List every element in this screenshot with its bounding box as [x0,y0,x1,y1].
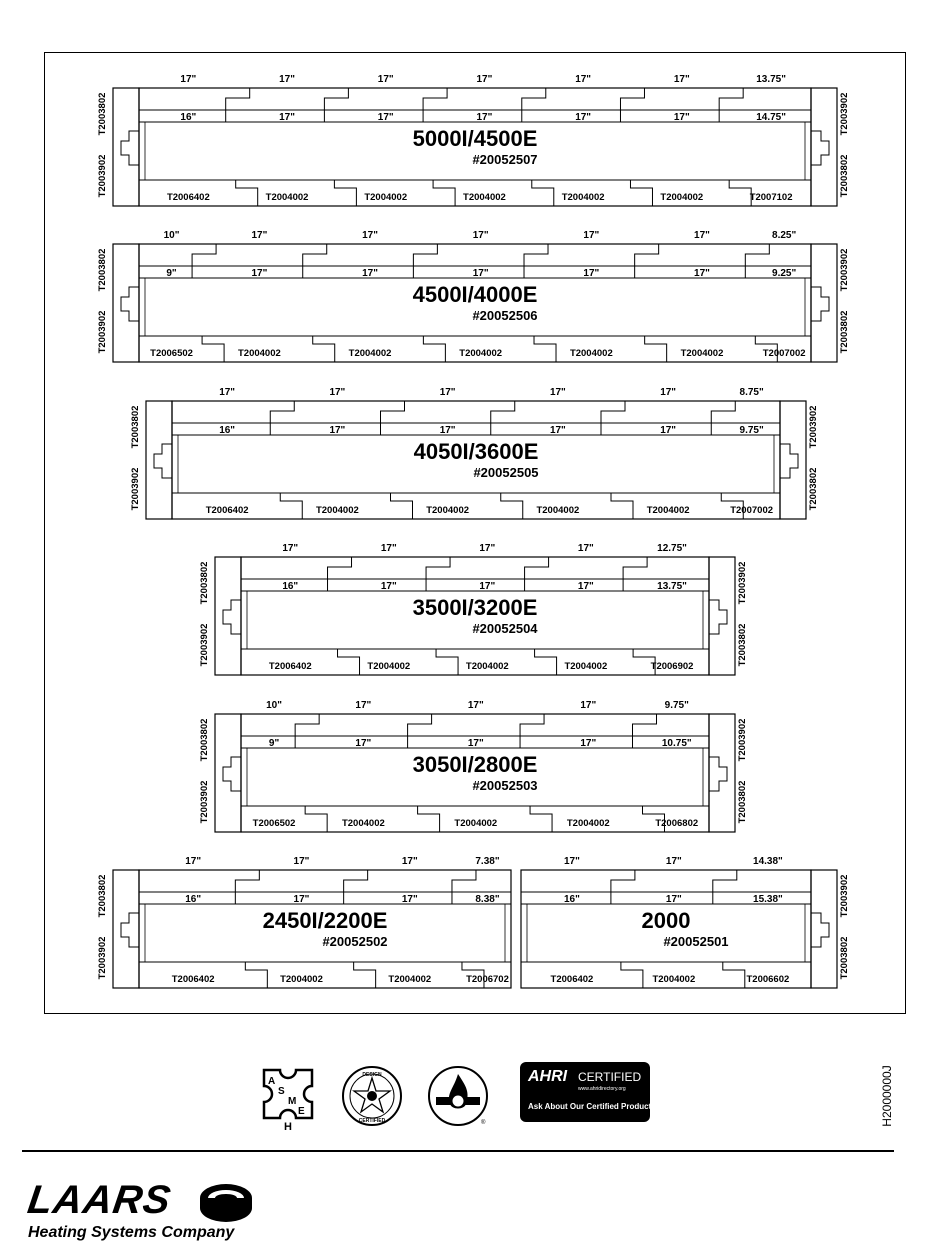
bottom-segment-joint [534,336,556,362]
right-top-part-label: T2003902 [808,405,819,449]
right-joint [811,287,829,321]
bottom-part-label: T2007002 [730,505,774,516]
top-segment-joint [601,401,625,435]
top-outer-dimension: 17" [479,543,496,554]
bottom-part-label: T2004002 [348,348,392,359]
top-segment-joint [525,557,549,591]
top-inner-dimension: 17" [329,425,346,436]
bottom-part-label: T2006402 [166,192,210,203]
bottom-part-label: T2004002 [265,192,309,203]
top-segment-joint [344,870,368,904]
left-bottom-part-label: T2003902 [199,780,210,824]
top-inner-dimension: 9.25" [772,268,797,279]
top-outer-dimension: 7.38" [475,856,500,867]
top-inner-dimension: 17" [251,268,268,279]
asme-stamp-letter: H [284,1121,292,1132]
bottom-segment-joint [530,806,552,832]
left-joint [223,600,241,634]
top-segment-joint [745,244,769,278]
bottom-part-label: T2004002 [426,505,470,516]
top-outer-dimension: 17" [185,856,202,867]
laars-logo [24,1178,258,1248]
bottom-part-label: T2004002 [459,348,503,359]
bottom-segment-joint [532,180,554,206]
top-outer-dimension: 17" [439,387,456,398]
bottom-part-label: T2004002 [660,192,704,203]
top-inner-dimension: 17" [665,894,682,905]
top-outer-dimension: 10" [163,230,180,241]
bottom-part-label: T2006402 [171,974,215,985]
top-inner-dimension: 9.75" [739,425,764,436]
ahri-url: www.ahridirectory.org [578,1086,626,1092]
left-side-panel [146,401,172,519]
top-segment-joint [303,244,327,278]
top-segment-joint [713,870,737,904]
top-inner-dimension: 16" [219,425,236,436]
top-segment-joint [522,88,546,122]
top-segment-joint [426,557,450,591]
bottom-part-label: T2004002 [561,192,605,203]
top-segment-joint [328,557,352,591]
top-inner-dimension: 17" [583,268,600,279]
bottom-part-label: T2004002 [569,348,613,359]
right-bottom-part-label: T2003802 [808,467,819,511]
csa-bottom-text: CERTIFIED [358,1118,386,1124]
bottom-segment-joint [611,493,633,519]
model-title: 5000I/4500E [412,126,538,151]
bottom-part-label: T2004002 [566,818,610,829]
asme-stamp-badge [256,1066,320,1132]
bottom-part-label: T2004002 [465,661,509,672]
top-segment-joint [235,870,259,904]
right-bottom-part-label: T2003802 [737,780,748,824]
bottom-part-label: T2006502 [252,818,296,829]
right-side-panel [811,88,837,206]
bottom-segment-joint [338,649,360,675]
bottom-part-label: T2006802 [655,818,699,829]
top-segment-joint [226,88,250,122]
model-part-number: #20052503 [472,778,538,793]
model-part-number: #20052506 [472,308,538,323]
bottom-segment-joint [621,962,643,988]
top-inner-dimension: 17" [575,112,592,123]
model-part-number: #20052502 [322,934,388,949]
bottom-part-label: T2006402 [550,974,594,985]
top-outer-dimension: 17" [467,700,484,711]
model-part-number: #20052505 [473,465,539,480]
top-inner-dimension: 14.75" [756,112,786,123]
bottom-segment-joint [236,180,258,206]
left-side-panel [113,870,139,988]
left-joint [121,287,139,321]
left-top-part-label: T2003802 [130,405,141,449]
top-outer-dimension: 17" [660,387,677,398]
top-outer-dimension: 17" [580,700,597,711]
top-outer-dimension: 13.75" [756,74,786,85]
left-top-part-label: T2003802 [97,874,108,918]
top-outer-dimension: 14.38" [753,856,783,867]
top-inner-dimension: 16" [185,894,202,905]
model-title: 3500I/3200E [412,595,538,620]
model-title: 2450I/2200E [262,908,388,933]
top-outer-dimension: 17" [549,387,566,398]
top-inner-dimension: 17" [355,738,372,749]
bottom-part-label: T2006902 [650,661,694,672]
top-outer-dimension: 17" [583,230,600,241]
top-inner-dimension: 17" [580,738,597,749]
diagram-frame [44,52,906,1014]
ahri-certified-badge [520,1062,656,1122]
top-outer-dimension: 17" [282,543,299,554]
top-outer-dimension: 17" [329,387,346,398]
top-inner-dimension: 16" [282,581,299,592]
right-bottom-part-label: T2003802 [737,623,748,667]
right-top-part-label: T2003902 [839,874,850,918]
top-inner-dimension: 17" [476,112,493,123]
bottom-part-label: T2004002 [454,818,498,829]
left-top-part-label: T2003802 [199,718,210,762]
top-segment-joint [408,714,432,748]
bottom-segment-joint [202,336,224,362]
bottom-segment-joint [630,180,652,206]
bottom-segment-joint [501,493,523,519]
bottom-part-label: T2006502 [150,348,193,359]
right-top-part-label: T2003902 [839,248,850,292]
asme-letter-m: M [288,1096,297,1107]
top-outer-dimension: 17" [377,74,394,85]
top-outer-dimension: 17" [577,543,594,554]
csa-top-text: DESIGN [362,1072,382,1078]
top-outer-dimension: 8.25" [772,230,797,241]
bottom-part-label: T2004002 [652,974,696,985]
top-segment-joint [623,557,647,591]
top-segment-joint [295,714,319,748]
ahri-tagline: Ask About Our Certified Products [528,1102,656,1111]
top-outer-dimension: 17" [401,856,418,867]
top-inner-dimension: 17" [362,268,378,279]
model-part-number: #20052504 [472,621,538,636]
company-tagline: Heating Systems Company [28,1224,235,1241]
csa-design-certified-badge [340,1064,404,1128]
right-side-panel [780,401,806,519]
bottom-segment-joint [436,649,458,675]
top-segment-joint [423,88,447,122]
bottom-segment-joint [305,806,327,832]
right-side-panel [811,870,837,988]
top-inner-dimension: 17" [549,425,566,436]
top-outer-dimension: 17" [251,230,268,241]
left-joint [121,913,139,947]
top-inner-dimension: 17" [472,268,489,279]
top-outer-dimension: 17" [575,74,592,85]
top-segment-joint [413,244,437,278]
bottom-segment-joint [723,962,745,988]
left-top-part-label: T2003802 [97,248,108,292]
footer-rule [22,1150,894,1152]
top-segment-joint [520,714,544,748]
right-joint [811,913,829,947]
top-outer-dimension: 8.75" [739,387,764,398]
bottom-segment-joint [645,336,667,362]
left-bottom-part-label: T2003902 [130,467,141,511]
bottom-segment-joint [391,493,413,519]
heat-exchanger-diagrams [44,52,906,1014]
bottom-part-label: T2004002 [341,818,385,829]
bottom-part-label: T2004002 [388,974,432,985]
top-inner-dimension: 17" [467,738,484,749]
left-joint [154,444,172,478]
top-outer-dimension: 9.75" [664,700,689,711]
left-joint [223,757,241,791]
top-inner-dimension: 17" [673,112,690,123]
top-outer-dimension: 17" [180,74,197,85]
bottom-segment-joint [313,336,335,362]
top-outer-dimension: 17" [564,856,580,867]
bottom-segment-joint [729,180,751,206]
left-side-panel [113,244,139,362]
left-top-part-label: T2003802 [97,92,108,136]
top-segment-joint [633,714,657,748]
top-inner-dimension: 8.38" [475,894,500,905]
top-inner-dimension: 17" [401,894,418,905]
right-joint [709,757,727,791]
top-inner-dimension: 17" [577,581,594,592]
top-outer-dimension: 17" [665,856,682,867]
bottom-segment-joint [433,180,455,206]
bottom-part-label: T2007102 [749,192,793,203]
top-inner-dimension: 15.38" [753,894,783,905]
left-bottom-part-label: T2003902 [97,310,108,354]
top-inner-dimension: 17" [293,894,310,905]
model-title: 2000 [641,908,691,933]
right-top-part-label: T2003902 [737,561,748,605]
top-segment-joint [452,870,476,904]
top-outer-dimension: 17" [673,74,690,85]
right-joint [780,444,798,478]
model-part-number: #20052501 [663,934,729,949]
top-segment-joint [620,88,644,122]
top-outer-dimension: 10" [266,700,283,711]
bottom-part-label: T2006702 [466,974,509,985]
top-outer-dimension: 17" [355,700,372,711]
top-outer-dimension: 17" [279,74,295,85]
asme-letter-e: E [298,1106,305,1117]
right-bottom-part-label: T2003802 [839,154,850,198]
top-inner-dimension: 17" [479,581,496,592]
right-bottom-part-label: T2003802 [839,310,850,354]
top-inner-dimension: 17" [377,112,394,123]
model-title: 3050I/2800E [412,752,538,777]
right-joint [811,131,829,165]
bottom-segment-joint [535,649,557,675]
top-outer-dimension: 17" [219,387,236,398]
left-bottom-part-label: T2003902 [97,936,108,980]
top-segment-joint [524,244,548,278]
bottom-segment-joint [423,336,445,362]
bottom-part-label: T2006602 [746,974,790,985]
bottom-part-label: T2006402 [205,505,249,516]
bottom-segment-joint [280,493,302,519]
ahri-brand: AHRI [528,1068,568,1085]
top-inner-dimension: 10.75" [661,738,692,749]
top-outer-dimension: 17" [476,74,493,85]
model-title: 4050I/3600E [413,439,539,464]
right-bottom-part-label: T2003802 [839,936,850,980]
left-side-panel [215,557,241,675]
document-number-text: H2000000J [880,1065,895,1127]
right-top-part-label: T2003902 [839,92,850,136]
model-title: 4500I/4000E [412,282,538,307]
top-segment-joint [491,401,515,435]
bottom-segment-joint [334,180,356,206]
bottom-segment-joint [418,806,440,832]
brand-name: LAARS [24,1178,174,1222]
left-joint [121,131,139,165]
top-segment-joint [270,401,294,435]
left-side-panel [113,88,139,206]
asme-letter-a: A [268,1076,276,1087]
right-side-panel [811,244,837,362]
document-number [878,1060,898,1132]
top-segment-joint [192,244,216,278]
model-part-number: #20052507 [472,152,538,167]
top-segment-joint [324,88,348,122]
top-outer-dimension: 17" [472,230,489,241]
top-inner-dimension: 9" [268,738,280,749]
top-outer-dimension: 17" [380,543,397,554]
top-inner-dimension: 13.75" [657,581,687,592]
top-segment-joint [611,870,635,904]
bottom-part-label: T2004002 [315,505,359,516]
right-side-panel [709,557,735,675]
bottom-part-label: T2004002 [364,192,408,203]
right-top-part-label: T2003902 [737,718,748,762]
top-inner-dimension: 17" [279,112,295,123]
svg-text:®: ® [481,1120,486,1126]
bottom-segment-joint [354,962,376,988]
right-joint [709,600,727,634]
top-inner-dimension: 17" [380,581,397,592]
top-segment-joint [635,244,659,278]
top-inner-dimension: 17" [439,425,456,436]
asme-letter-s: S [278,1086,285,1097]
right-side-panel [709,714,735,832]
bottom-part-label: T2004002 [564,661,608,672]
ahri-certified-text: CERTIFIED [578,1070,642,1084]
top-segment-joint [719,88,743,122]
top-outer-dimension: 12.75" [657,543,687,554]
bottom-part-label: T2004002 [367,661,411,672]
left-side-panel [215,714,241,832]
top-inner-dimension: 17" [660,425,677,436]
left-bottom-part-label: T2003902 [97,154,108,198]
top-outer-dimension: 17" [362,230,378,241]
bottom-part-label: T2006402 [268,661,312,672]
top-inner-dimension: 17" [694,268,710,279]
top-outer-dimension: 17" [694,230,710,241]
left-bottom-part-label: T2003902 [199,623,210,667]
bottom-part-label: T2004002 [463,192,506,203]
bottom-part-label: T2004002 [536,505,580,516]
top-inner-dimension: 16" [180,112,197,123]
bottom-part-label: T2007002 [762,348,806,359]
top-inner-dimension: 16" [564,894,580,905]
top-inner-dimension: 9" [166,268,177,279]
top-segment-joint [381,401,405,435]
top-outer-dimension: 17" [293,856,310,867]
gas-flame-cert-badge [426,1064,490,1128]
left-top-part-label: T2003802 [199,561,210,605]
top-segment-joint [711,401,735,435]
bottom-part-label: T2004002 [680,348,724,359]
bottom-part-label: T2004002 [238,348,281,359]
bottom-part-label: T2004002 [646,505,690,516]
bottom-segment-joint [245,962,267,988]
coil-logo-icon [198,1182,254,1226]
bottom-part-label: T2004002 [280,974,323,985]
